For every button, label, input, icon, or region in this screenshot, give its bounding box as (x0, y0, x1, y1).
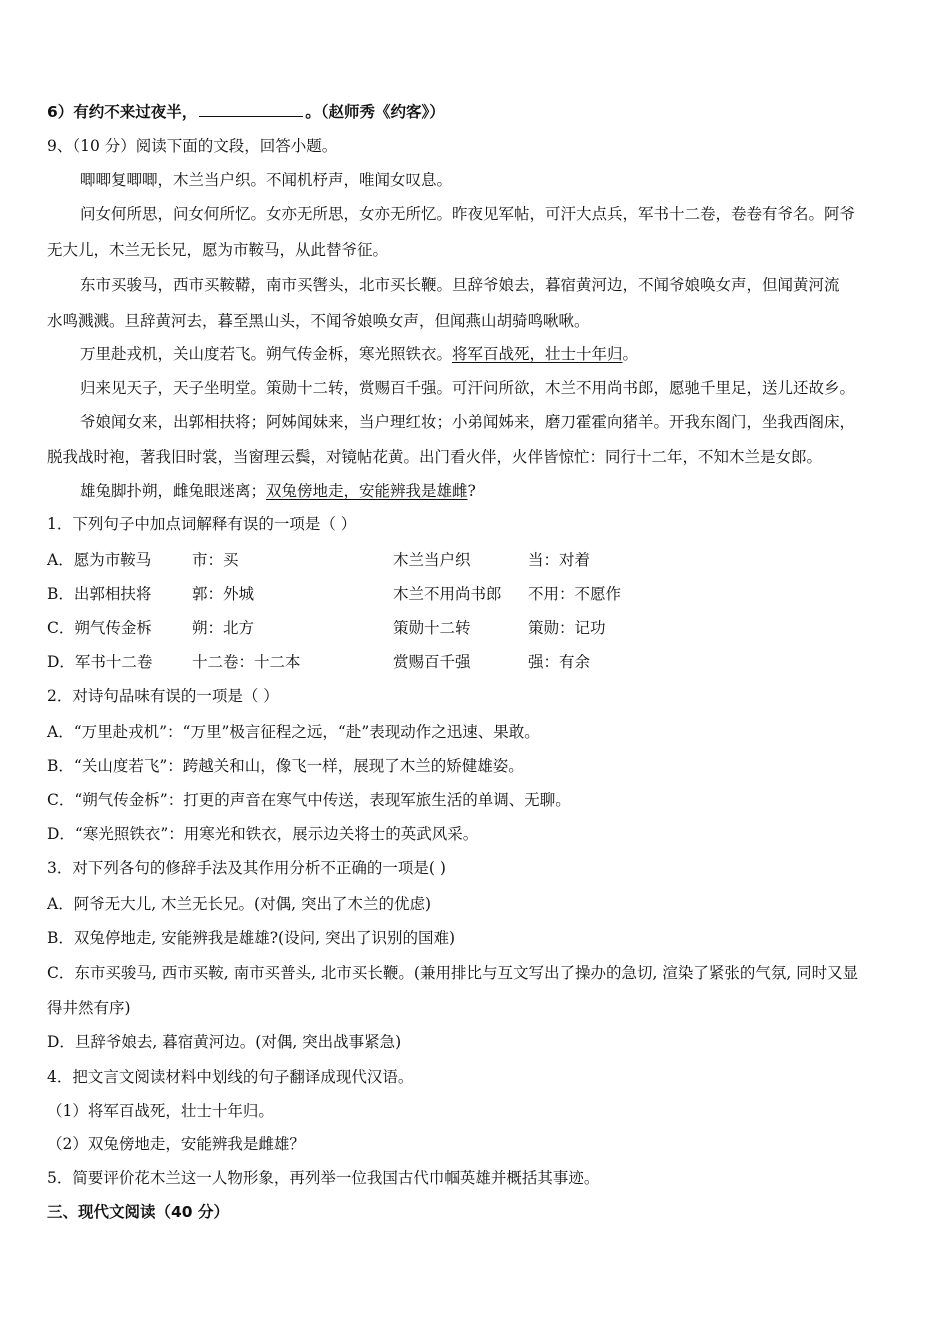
poem-line: 无大儿，木兰无长兄，愿为市鞍马，从此替爷征。 (47, 241, 389, 259)
sub1-option-c[interactable] (47, 618, 907, 638)
sub3-option-b[interactable]: B．双兔停地走, 安能辨我是雄雄?(设问, 突出了识别的国难) (47, 929, 456, 947)
sub1-question: 1．下列句子中加点词解释有误的一项是（ ） (47, 515, 357, 533)
poem-line: 爷娘闻女来，出郭相扶将；阿姊闻妹来，当户理红妆；小弟闻姊来，磨刀霍霍向猪羊。开我东阁门，坐我西阁床， (80, 413, 856, 431)
fill-blank-prefix: 6）有约不来过夜半， (47, 103, 198, 121)
sub1-option-b[interactable] (47, 584, 907, 604)
sub2-option-a[interactable]: A．“万里赴戎机”：“万里”极言征程之远，“赴”表现动作之迅速、果敢。 (47, 723, 540, 741)
option-phrase: 木兰不用尚书郎 (393, 585, 502, 603)
option-phrase: 木兰当户织 (393, 551, 471, 569)
underlined-sentence-2: 双兔傍地走，安能辨我是雄雌 (266, 482, 468, 500)
q9-header: 9、（10 分）阅读下面的文段，回答小题。 (47, 137, 338, 155)
option-gloss: 当：对着 (528, 551, 591, 569)
poem-text: 万里赴戎机，关山度若飞。朔气传金柝，寒光照铁衣。 (80, 345, 453, 363)
option-gloss: 十二卷：十二本 (192, 653, 301, 671)
option-phrase: 赏赐百千强 (393, 653, 471, 671)
sub3-option-c-cont: 得井然有序) (47, 999, 131, 1017)
poem-line (80, 481, 910, 501)
answer-blank[interactable] (199, 102, 303, 117)
poem-line: 唧唧复唧唧，木兰当户织。不闻机杼声，唯闻女叹息。 (80, 171, 453, 189)
poem-line: 水鸣溅溅。旦辞黄河去，暮至黑山头，不闻爷娘唤女声，但闻燕山胡骑鸣啾啾。 (47, 312, 590, 330)
sub4-question: 4．把文言文阅读材料中划线的句子翻译成现代汉语。 (47, 1068, 414, 1086)
sub2-option-c[interactable]: C．“朔气传金柝”：打更的声音在寒气中传送，表现军旅生活的单调、无聊。 (47, 791, 571, 809)
underlined-sentence-1: 将军百战死，壮士十年归 (452, 345, 623, 363)
poem-text: ? (467, 482, 476, 500)
sub3-option-d[interactable]: D．旦辞爷娘去, 暮宿黄河边。(对偶, 突出战事紧急) (47, 1033, 402, 1051)
option-label: A．愿为市鞍马 (47, 551, 152, 569)
poem-line: 归来见天子，天子坐明堂。策勋十二转，赏赐百千强。可汗问所欲，木兰不用尚书郎，愿驰千里足，送儿还故乡。 (80, 379, 856, 397)
poem-line: 脱我战时袍，著我旧时裳，当窗理云鬓，对镜帖花黄。出门看火伴，火伴皆惊忙：同行十二年，不知木兰是女郎。 (47, 448, 823, 466)
option-gloss: 策勋：记功 (528, 619, 606, 637)
fill-blank-question (47, 102, 910, 122)
sub2-question: 2．对诗句品味有误的一项是（ ） (47, 687, 279, 705)
option-label: D．军书十二卷 (47, 653, 153, 671)
sub1-option-d[interactable] (47, 652, 907, 672)
sub5-question: 5．简要评价花木兰这一人物形象，再列举一位我国古代巾帼英雄并概括其事迹。 (47, 1169, 600, 1187)
sub3-question: 3．对下列各句的修辞手法及其作用分析不正确的一项是( ) (47, 859, 446, 877)
poem-line (80, 344, 910, 364)
option-gloss: 强：有余 (528, 653, 591, 671)
poem-line: 问女何所思，问女何所忆。女亦无所思，女亦无所忆。昨夜见军帖，可汗大点兵，军书十二卷，卷卷有爷名。阿爷 (80, 205, 856, 223)
sub4-item-1: （1）将军百战死，壮士十年归。 (47, 1102, 274, 1120)
option-gloss: 郭：外城 (192, 585, 255, 603)
poem-text: 雄兔脚扑朔，雌兔眼迷离； (80, 482, 267, 500)
sub1-option-a[interactable] (47, 550, 907, 570)
option-label: B．出郭相扶将 (47, 585, 152, 603)
sub3-option-a[interactable]: A．阿爷无大儿, 木兰无长兄。(对偶, 突出了木兰的优虑) (47, 895, 431, 913)
sub3-option-c[interactable]: C．东市买骏马, 西市买鞍, 南市买普头, 北市买长鞭。(兼用排比与互文写出了操办的急切, 渲染了紧张的气氛, 同时又显 (47, 964, 859, 982)
option-phrase: 策勋十二转 (393, 619, 471, 637)
poem-line: 东市买骏马，西市买鞍鞯，南市买辔头，北市买长鞭。旦辞爷娘去，暮宿黄河边，不闻爷娘唤女声，但闻黄河流 (80, 276, 840, 294)
sub4-item-2: （2）双兔傍地走，安能辨我是雌雄？ (47, 1135, 305, 1153)
poem-text: 。 (622, 345, 639, 363)
option-gloss: 朔：北方 (192, 619, 255, 637)
option-gloss: 市：买 (192, 551, 239, 569)
fill-blank-suffix: 。（赵师秀《约客》） (305, 103, 445, 121)
sub2-option-b[interactable]: B．“关山度若飞”：跨越关和山，像飞一样，展现了木兰的矫健雄姿。 (47, 757, 524, 775)
option-label: C．朔气传金柝 (47, 619, 152, 637)
sub2-option-d[interactable]: D．“寒光照铁衣”：用寒光和铁衣，展示边关将士的英武风采。 (47, 825, 479, 843)
option-gloss: 不用：不愿作 (528, 585, 622, 603)
section-heading: 三、现代文阅读（40 分） (47, 1203, 229, 1221)
